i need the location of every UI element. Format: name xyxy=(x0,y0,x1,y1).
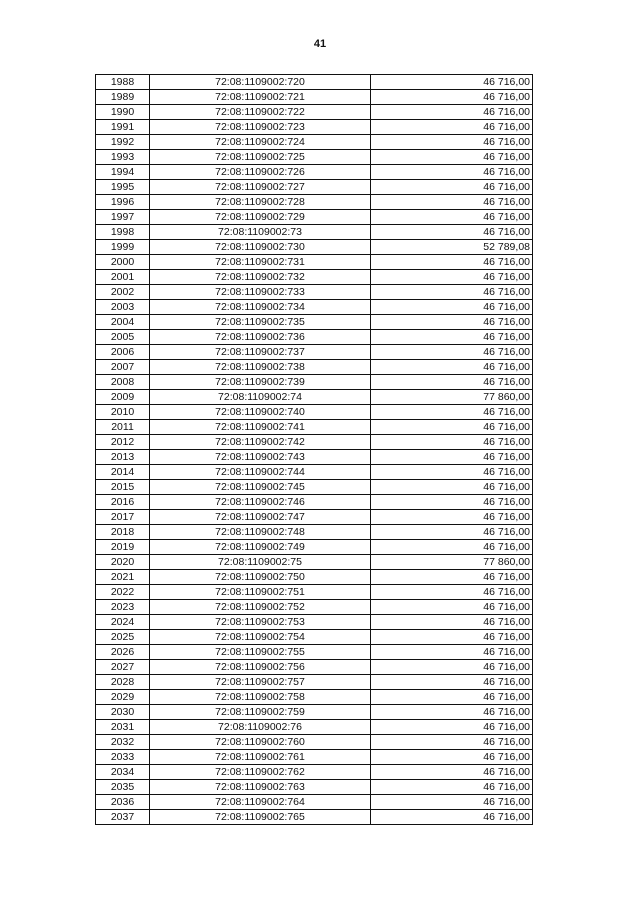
value-cell: 46 716,00 xyxy=(371,585,533,600)
table-row xyxy=(96,540,533,555)
table-row xyxy=(96,435,533,450)
table-row xyxy=(96,420,533,435)
cadastral-number-cell: 72:08:1109002:721 xyxy=(150,90,371,105)
row-number-cell: 2000 xyxy=(96,255,150,270)
value-cell: 46 716,00 xyxy=(371,720,533,735)
row-number-cell: 1999 xyxy=(96,240,150,255)
cadastral-number-cell: 72:08:1109002:732 xyxy=(150,270,371,285)
cadastral-value-table xyxy=(95,74,533,825)
value-cell: 46 716,00 xyxy=(371,570,533,585)
table-row xyxy=(96,135,533,150)
value-cell: 46 716,00 xyxy=(371,495,533,510)
table-row xyxy=(96,195,533,210)
cadastral-number-cell: 72:08:1109002:755 xyxy=(150,645,371,660)
table-body xyxy=(96,75,533,825)
row-number-cell: 2028 xyxy=(96,675,150,690)
value-cell: 46 716,00 xyxy=(371,705,533,720)
table-row xyxy=(96,405,533,420)
cadastral-number-cell: 72:08:1109002:722 xyxy=(150,105,371,120)
value-cell: 46 716,00 xyxy=(371,420,533,435)
cadastral-number-cell: 72:08:1109002:754 xyxy=(150,630,371,645)
table-row xyxy=(96,705,533,720)
row-number-cell: 2012 xyxy=(96,435,150,450)
value-cell: 46 716,00 xyxy=(371,540,533,555)
table-row xyxy=(96,375,533,390)
row-number-cell: 2004 xyxy=(96,315,150,330)
cadastral-number-cell: 72:08:1109002:749 xyxy=(150,540,371,555)
cadastral-number-cell: 72:08:1109002:73 xyxy=(150,225,371,240)
value-cell: 46 716,00 xyxy=(371,450,533,465)
value-cell: 46 716,00 xyxy=(371,465,533,480)
cadastral-number-cell: 72:08:1109002:757 xyxy=(150,675,371,690)
cadastral-number-cell: 72:08:1109002:728 xyxy=(150,195,371,210)
value-cell: 46 716,00 xyxy=(371,75,533,90)
value-cell: 77 860,00 xyxy=(371,390,533,405)
table-row xyxy=(96,615,533,630)
value-cell: 46 716,00 xyxy=(371,675,533,690)
cadastral-number-cell: 72:08:1109002:726 xyxy=(150,165,371,180)
row-number-cell: 2034 xyxy=(96,765,150,780)
row-number-cell: 2027 xyxy=(96,660,150,675)
table-row xyxy=(96,300,533,315)
cadastral-number-cell: 72:08:1109002:753 xyxy=(150,615,371,630)
row-number-cell: 2036 xyxy=(96,795,150,810)
value-cell: 46 716,00 xyxy=(371,660,533,675)
cadastral-number-cell: 72:08:1109002:742 xyxy=(150,435,371,450)
row-number-cell: 2032 xyxy=(96,735,150,750)
value-cell: 52 789,08 xyxy=(371,240,533,255)
table-row xyxy=(96,795,533,810)
row-number-cell: 1990 xyxy=(96,105,150,120)
row-number-cell: 1995 xyxy=(96,180,150,195)
table-row xyxy=(96,90,533,105)
row-number-cell: 1997 xyxy=(96,210,150,225)
cadastral-number-cell: 72:08:1109002:763 xyxy=(150,780,371,795)
value-cell: 77 860,00 xyxy=(371,555,533,570)
row-number-cell: 2005 xyxy=(96,330,150,345)
value-cell: 46 716,00 xyxy=(371,315,533,330)
cadastral-number-cell: 72:08:1109002:734 xyxy=(150,300,371,315)
table-row xyxy=(96,465,533,480)
value-cell: 46 716,00 xyxy=(371,300,533,315)
table-row xyxy=(96,270,533,285)
value-cell: 46 716,00 xyxy=(371,255,533,270)
table-row xyxy=(96,750,533,765)
cadastral-number-cell: 72:08:1109002:764 xyxy=(150,795,371,810)
table-row xyxy=(96,105,533,120)
row-number-cell: 2029 xyxy=(96,690,150,705)
table-row xyxy=(96,150,533,165)
table-row xyxy=(96,780,533,795)
row-number-cell: 1992 xyxy=(96,135,150,150)
cadastral-number-cell: 72:08:1109002:750 xyxy=(150,570,371,585)
table-row xyxy=(96,510,533,525)
row-number-cell: 2011 xyxy=(96,420,150,435)
cadastral-number-cell: 72:08:1109002:730 xyxy=(150,240,371,255)
cadastral-number-cell: 72:08:1109002:724 xyxy=(150,135,371,150)
cadastral-number-cell: 72:08:1109002:731 xyxy=(150,255,371,270)
cadastral-number-cell: 72:08:1109002:765 xyxy=(150,810,371,825)
value-cell: 46 716,00 xyxy=(371,150,533,165)
value-cell: 46 716,00 xyxy=(371,525,533,540)
value-cell: 46 716,00 xyxy=(371,435,533,450)
row-number-cell: 2025 xyxy=(96,630,150,645)
row-number-cell: 2031 xyxy=(96,720,150,735)
row-number-cell: 2017 xyxy=(96,510,150,525)
row-number-cell: 2015 xyxy=(96,480,150,495)
value-cell: 46 716,00 xyxy=(371,225,533,240)
table-row xyxy=(96,480,533,495)
row-number-cell: 1998 xyxy=(96,225,150,240)
value-cell: 46 716,00 xyxy=(371,795,533,810)
row-number-cell: 1991 xyxy=(96,120,150,135)
row-number-cell: 2037 xyxy=(96,810,150,825)
row-number-cell: 2024 xyxy=(96,615,150,630)
row-number-cell: 2003 xyxy=(96,300,150,315)
row-number-cell: 2022 xyxy=(96,585,150,600)
cadastral-number-cell: 72:08:1109002:74 xyxy=(150,390,371,405)
table-row xyxy=(96,255,533,270)
table-row xyxy=(96,810,533,825)
cadastral-number-cell: 72:08:1109002:761 xyxy=(150,750,371,765)
value-cell: 46 716,00 xyxy=(371,510,533,525)
cadastral-number-cell: 72:08:1109002:745 xyxy=(150,480,371,495)
table-row xyxy=(96,630,533,645)
cadastral-number-cell: 72:08:1109002:762 xyxy=(150,765,371,780)
row-number-cell: 2013 xyxy=(96,450,150,465)
cadastral-number-cell: 72:08:1109002:735 xyxy=(150,315,371,330)
row-number-cell: 2007 xyxy=(96,360,150,375)
table-row xyxy=(96,735,533,750)
value-cell: 46 716,00 xyxy=(371,105,533,120)
value-cell: 46 716,00 xyxy=(371,810,533,825)
row-number-cell: 2023 xyxy=(96,600,150,615)
value-cell: 46 716,00 xyxy=(371,270,533,285)
value-cell: 46 716,00 xyxy=(371,600,533,615)
table-row xyxy=(96,660,533,675)
table-row xyxy=(96,240,533,255)
value-cell: 46 716,00 xyxy=(371,330,533,345)
value-cell: 46 716,00 xyxy=(371,645,533,660)
cadastral-number-cell: 72:08:1109002:760 xyxy=(150,735,371,750)
cadastral-number-cell: 72:08:1109002:756 xyxy=(150,660,371,675)
value-cell: 46 716,00 xyxy=(371,135,533,150)
cadastral-number-cell: 72:08:1109002:723 xyxy=(150,120,371,135)
value-cell: 46 716,00 xyxy=(371,165,533,180)
row-number-cell: 2019 xyxy=(96,540,150,555)
cadastral-number-cell: 72:08:1109002:747 xyxy=(150,510,371,525)
cadastral-number-cell: 72:08:1109002:729 xyxy=(150,210,371,225)
row-number-cell: 2006 xyxy=(96,345,150,360)
cadastral-number-cell: 72:08:1109002:744 xyxy=(150,465,371,480)
cadastral-number-cell: 72:08:1109002:751 xyxy=(150,585,371,600)
cadastral-number-cell: 72:08:1109002:725 xyxy=(150,150,371,165)
cadastral-number-cell: 72:08:1109002:736 xyxy=(150,330,371,345)
cadastral-number-cell: 72:08:1109002:720 xyxy=(150,75,371,90)
table-row xyxy=(96,120,533,135)
value-cell: 46 716,00 xyxy=(371,195,533,210)
value-cell: 46 716,00 xyxy=(371,345,533,360)
table-row xyxy=(96,450,533,465)
value-cell: 46 716,00 xyxy=(371,180,533,195)
value-cell: 46 716,00 xyxy=(371,690,533,705)
cadastral-number-cell: 72:08:1109002:76 xyxy=(150,720,371,735)
table-row xyxy=(96,285,533,300)
row-number-cell: 2035 xyxy=(96,780,150,795)
table-row xyxy=(96,330,533,345)
cadastral-number-cell: 72:08:1109002:75 xyxy=(150,555,371,570)
table-row xyxy=(96,180,533,195)
page-number: 41 xyxy=(313,38,327,50)
table-row xyxy=(96,585,533,600)
row-number-cell: 2018 xyxy=(96,525,150,540)
value-cell: 46 716,00 xyxy=(371,735,533,750)
value-cell: 46 716,00 xyxy=(371,780,533,795)
table-row xyxy=(96,75,533,90)
value-cell: 46 716,00 xyxy=(371,750,533,765)
row-number-cell: 2021 xyxy=(96,570,150,585)
cadastral-number-cell: 72:08:1109002:748 xyxy=(150,525,371,540)
value-cell: 46 716,00 xyxy=(371,480,533,495)
cadastral-number-cell: 72:08:1109002:746 xyxy=(150,495,371,510)
row-number-cell: 1996 xyxy=(96,195,150,210)
value-cell: 46 716,00 xyxy=(371,405,533,420)
cadastral-number-cell: 72:08:1109002:740 xyxy=(150,405,371,420)
row-number-cell: 2002 xyxy=(96,285,150,300)
table-row xyxy=(96,675,533,690)
table-row xyxy=(96,765,533,780)
cadastral-number-cell: 72:08:1109002:741 xyxy=(150,420,371,435)
row-number-cell: 1993 xyxy=(96,150,150,165)
table-row xyxy=(96,690,533,705)
table-row xyxy=(96,225,533,240)
row-number-cell: 2016 xyxy=(96,495,150,510)
row-number-cell: 1989 xyxy=(96,90,150,105)
cadastral-number-cell: 72:08:1109002:752 xyxy=(150,600,371,615)
value-cell: 46 716,00 xyxy=(371,630,533,645)
table-row xyxy=(96,315,533,330)
value-cell: 46 716,00 xyxy=(371,90,533,105)
cadastral-number-cell: 72:08:1109002:739 xyxy=(150,375,371,390)
table-row xyxy=(96,555,533,570)
table-row xyxy=(96,570,533,585)
row-number-cell: 2033 xyxy=(96,750,150,765)
cadastral-number-cell: 72:08:1109002:738 xyxy=(150,360,371,375)
cadastral-number-cell: 72:08:1109002:727 xyxy=(150,180,371,195)
row-number-cell: 2008 xyxy=(96,375,150,390)
cadastral-number-cell: 72:08:1109002:737 xyxy=(150,345,371,360)
row-number-cell: 2010 xyxy=(96,405,150,420)
row-number-cell: 2009 xyxy=(96,390,150,405)
table-row xyxy=(96,390,533,405)
cadastral-number-cell: 72:08:1109002:759 xyxy=(150,705,371,720)
row-number-cell: 2030 xyxy=(96,705,150,720)
value-cell: 46 716,00 xyxy=(371,375,533,390)
value-cell: 46 716,00 xyxy=(371,210,533,225)
table-row xyxy=(96,345,533,360)
table-row xyxy=(96,165,533,180)
row-number-cell: 2020 xyxy=(96,555,150,570)
value-cell: 46 716,00 xyxy=(371,120,533,135)
row-number-cell: 1988 xyxy=(96,75,150,90)
table-row xyxy=(96,600,533,615)
cadastral-number-cell: 72:08:1109002:743 xyxy=(150,450,371,465)
row-number-cell: 2014 xyxy=(96,465,150,480)
table-row xyxy=(96,645,533,660)
table-row xyxy=(96,360,533,375)
value-cell: 46 716,00 xyxy=(371,360,533,375)
table-row xyxy=(96,720,533,735)
table-row xyxy=(96,525,533,540)
row-number-cell: 1994 xyxy=(96,165,150,180)
value-cell: 46 716,00 xyxy=(371,285,533,300)
cadastral-number-cell: 72:08:1109002:758 xyxy=(150,690,371,705)
table-row xyxy=(96,495,533,510)
cadastral-number-cell: 72:08:1109002:733 xyxy=(150,285,371,300)
row-number-cell: 2001 xyxy=(96,270,150,285)
row-number-cell: 2026 xyxy=(96,645,150,660)
table-row xyxy=(96,210,533,225)
value-cell: 46 716,00 xyxy=(371,615,533,630)
value-cell: 46 716,00 xyxy=(371,765,533,780)
